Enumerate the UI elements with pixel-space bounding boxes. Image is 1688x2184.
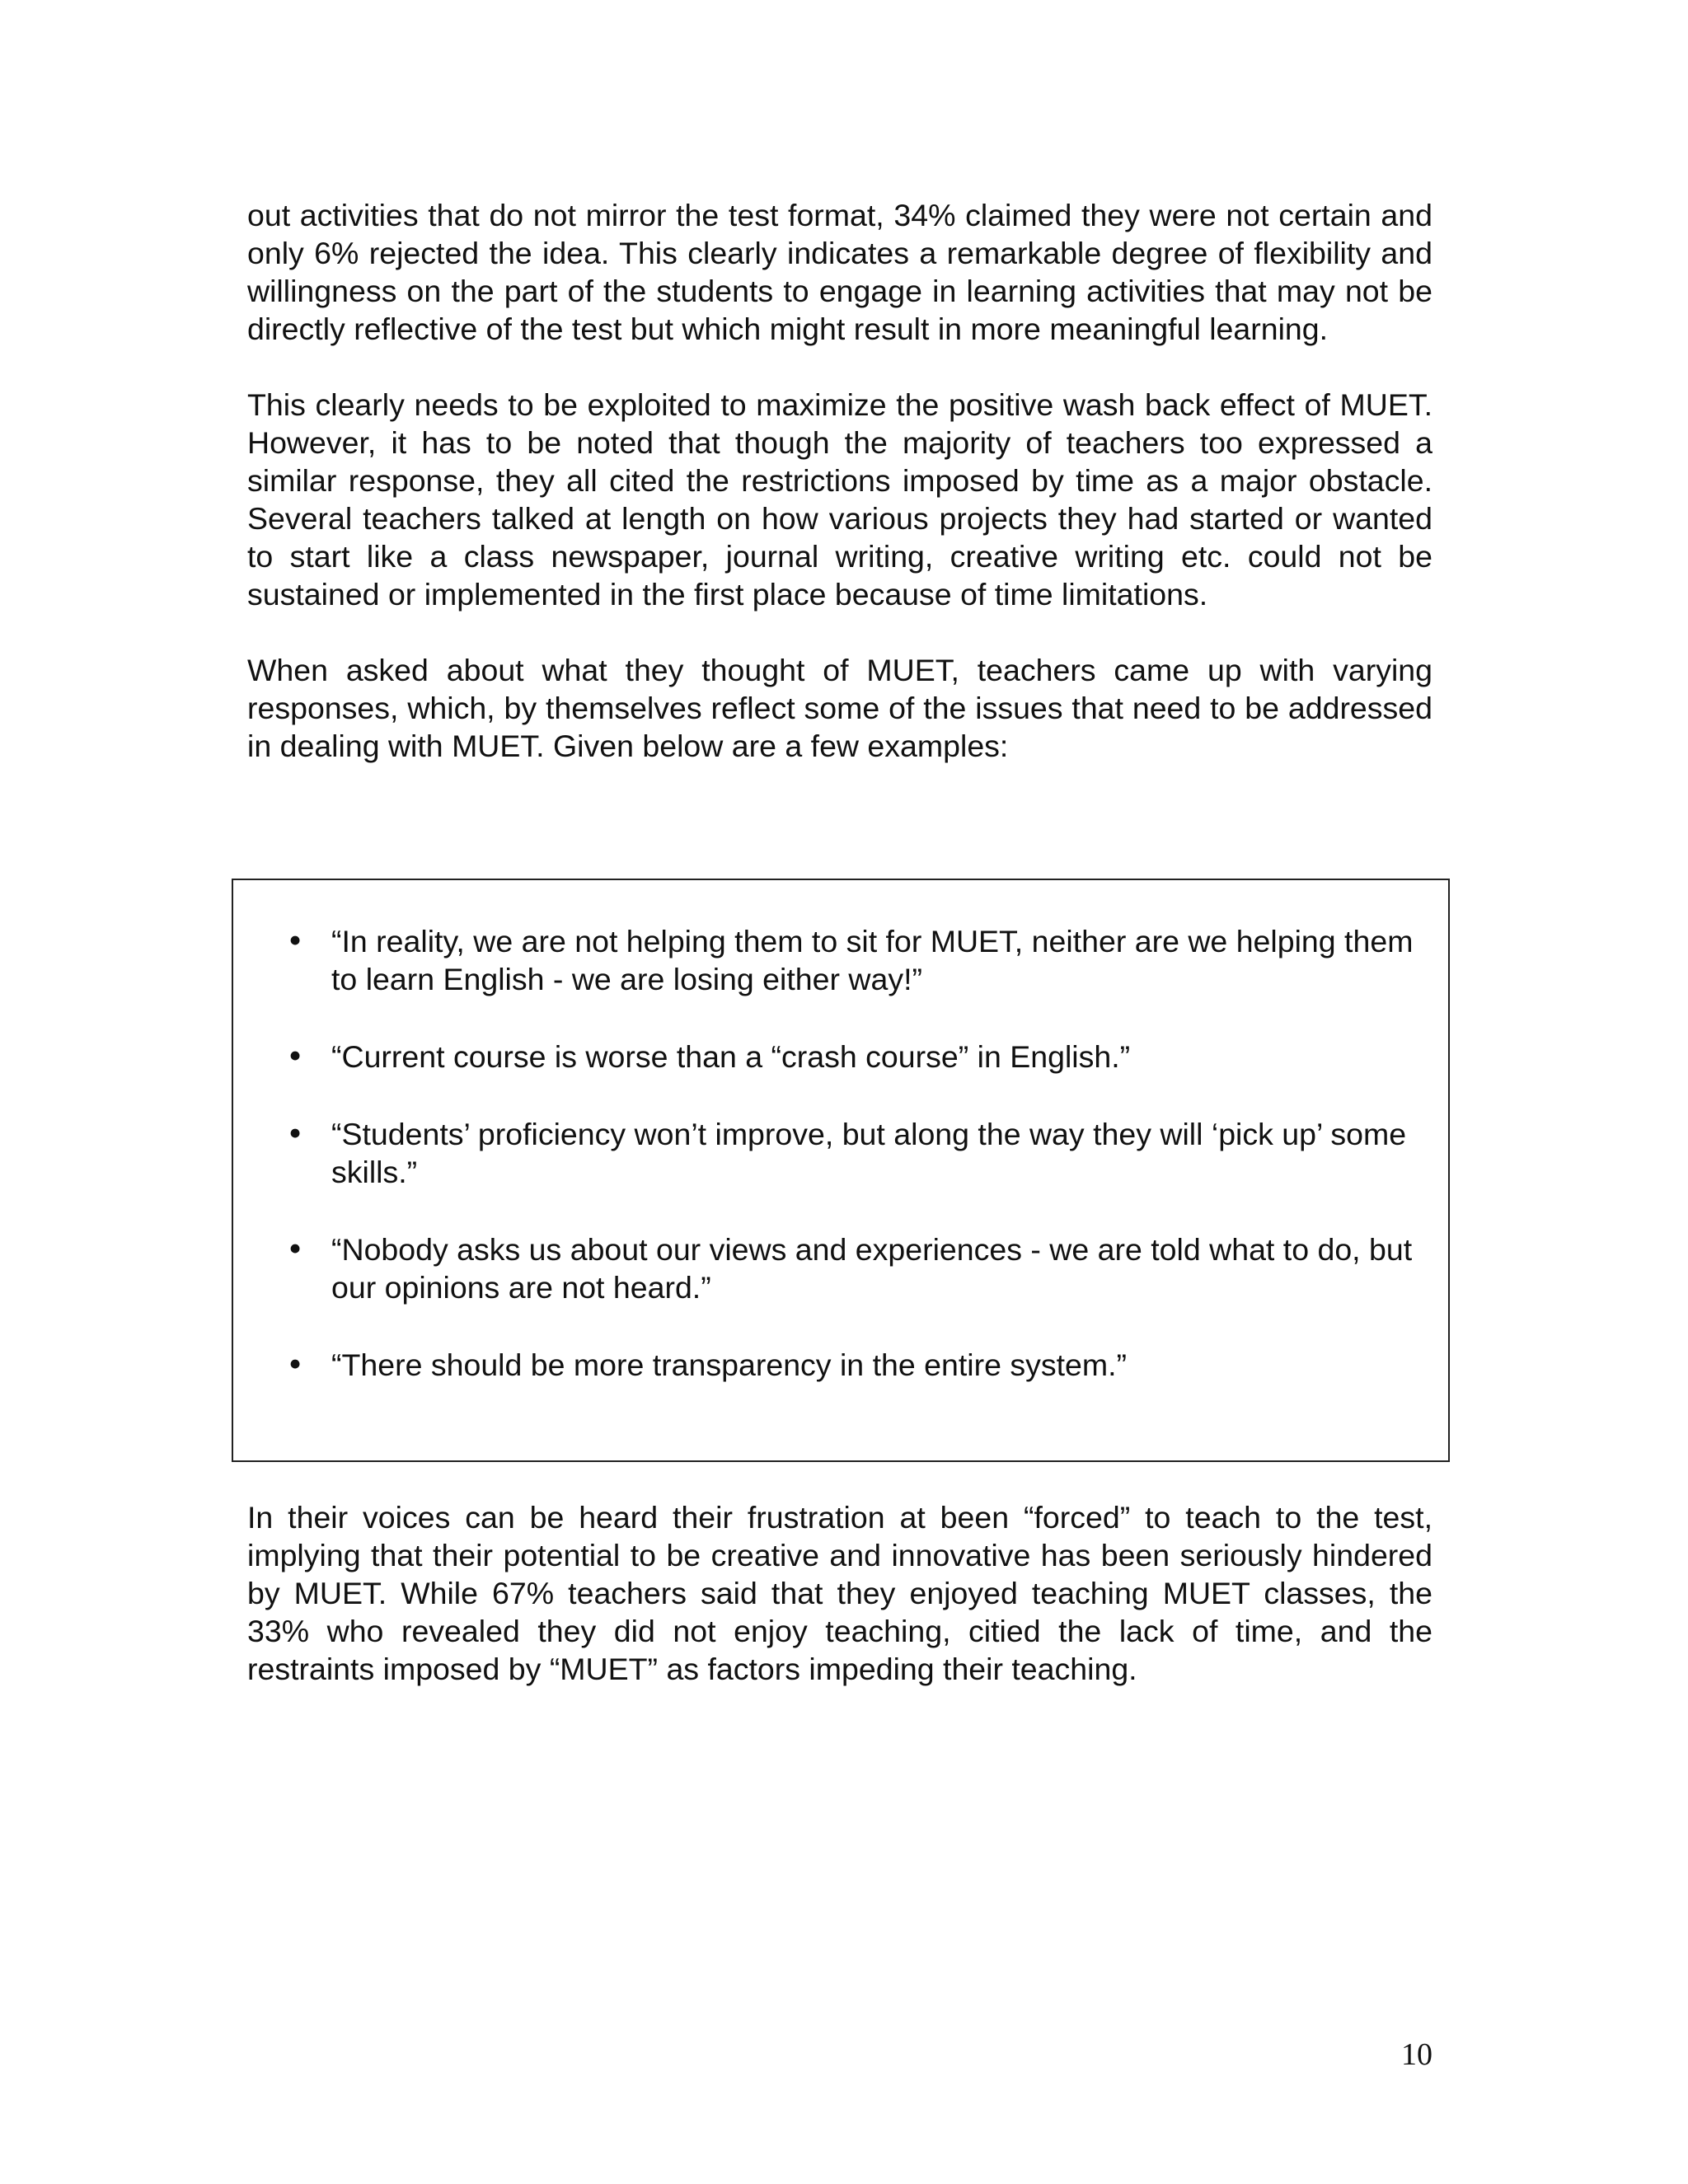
- quote-text: “In reality, we are not helping them to sit for MUET, neither are we helping them to learn English - we are losing either way!”: [331, 924, 1414, 996]
- page-number: 10: [1401, 2037, 1432, 2072]
- paragraph-1: out activities that do not mirror the test format, 34% claimed they were not certain and only 6% rejected the idea. This clearly indicates a remarkable degree of flexibility and willingness on the part of the students to engage in learning activities that may not be directly reflective of the test but which might result in more meaningful learning.: [247, 198, 1432, 346]
- quote-list: [283, 922, 1420, 1384]
- paragraph-2: This clearly needs to be exploited to maximize the positive wash back effect of MUET. However, it has to be noted that though the majority of teachers too expressed a similar response, they all cited the restrictions imposed by time as a major obstacle. Several teachers talked at length on how various projects they had started or wanted to start like a class newspaper, journal writing, creative writing etc. could not be sustained or implemented in the first place because of time limitations.: [247, 387, 1432, 612]
- list-item: [283, 1038, 1420, 1076]
- list-item: [283, 922, 1420, 998]
- list-item: [283, 1230, 1420, 1306]
- body-text-top: [247, 196, 1432, 765]
- quote-text: “There should be more transparency in the entire system.”: [331, 1347, 1128, 1382]
- paragraph-4: In their voices can be heard their frustration at been “forced” to teach to the test, implying that their potential to be creative and innovative has been seriously hindered by MUET. While 67% teachers said that they enjoyed teaching MUET classes, the 33% who revealed they did not enjoy teaching, citied the lack of time, and the restraints imposed by “MUET” as factors impeding their teaching.: [247, 1500, 1432, 1686]
- list-item: [283, 1346, 1420, 1384]
- body-text-bottom: [247, 1498, 1432, 1688]
- paragraph-3: When asked about what they thought of MUET, teachers came up with varying responses, which, by themselves reflect some of the issues that need to be addressed in dealing with MUET. Given below are a few examples:: [247, 653, 1432, 763]
- quote-text: “Current course is worse than a “crash course” in English.”: [331, 1039, 1131, 1074]
- quote-text: “Students’ proficiency won’t improve, but along the way they will ‘pick up’ some skills.”: [331, 1117, 1407, 1189]
- bullet-icon: •: [285, 1116, 305, 1152]
- list-item: [283, 1115, 1420, 1191]
- bullet-icon: •: [285, 1038, 305, 1075]
- bullet-icon: •: [285, 1347, 305, 1383]
- quote-text: “Nobody asks us about our views and experiences - we are told what to do, but our opinions are not heard.”: [331, 1232, 1413, 1305]
- bullet-icon: •: [285, 923, 305, 959]
- bullet-icon: •: [285, 1231, 305, 1268]
- teacher-quotes-box: [232, 879, 1450, 1462]
